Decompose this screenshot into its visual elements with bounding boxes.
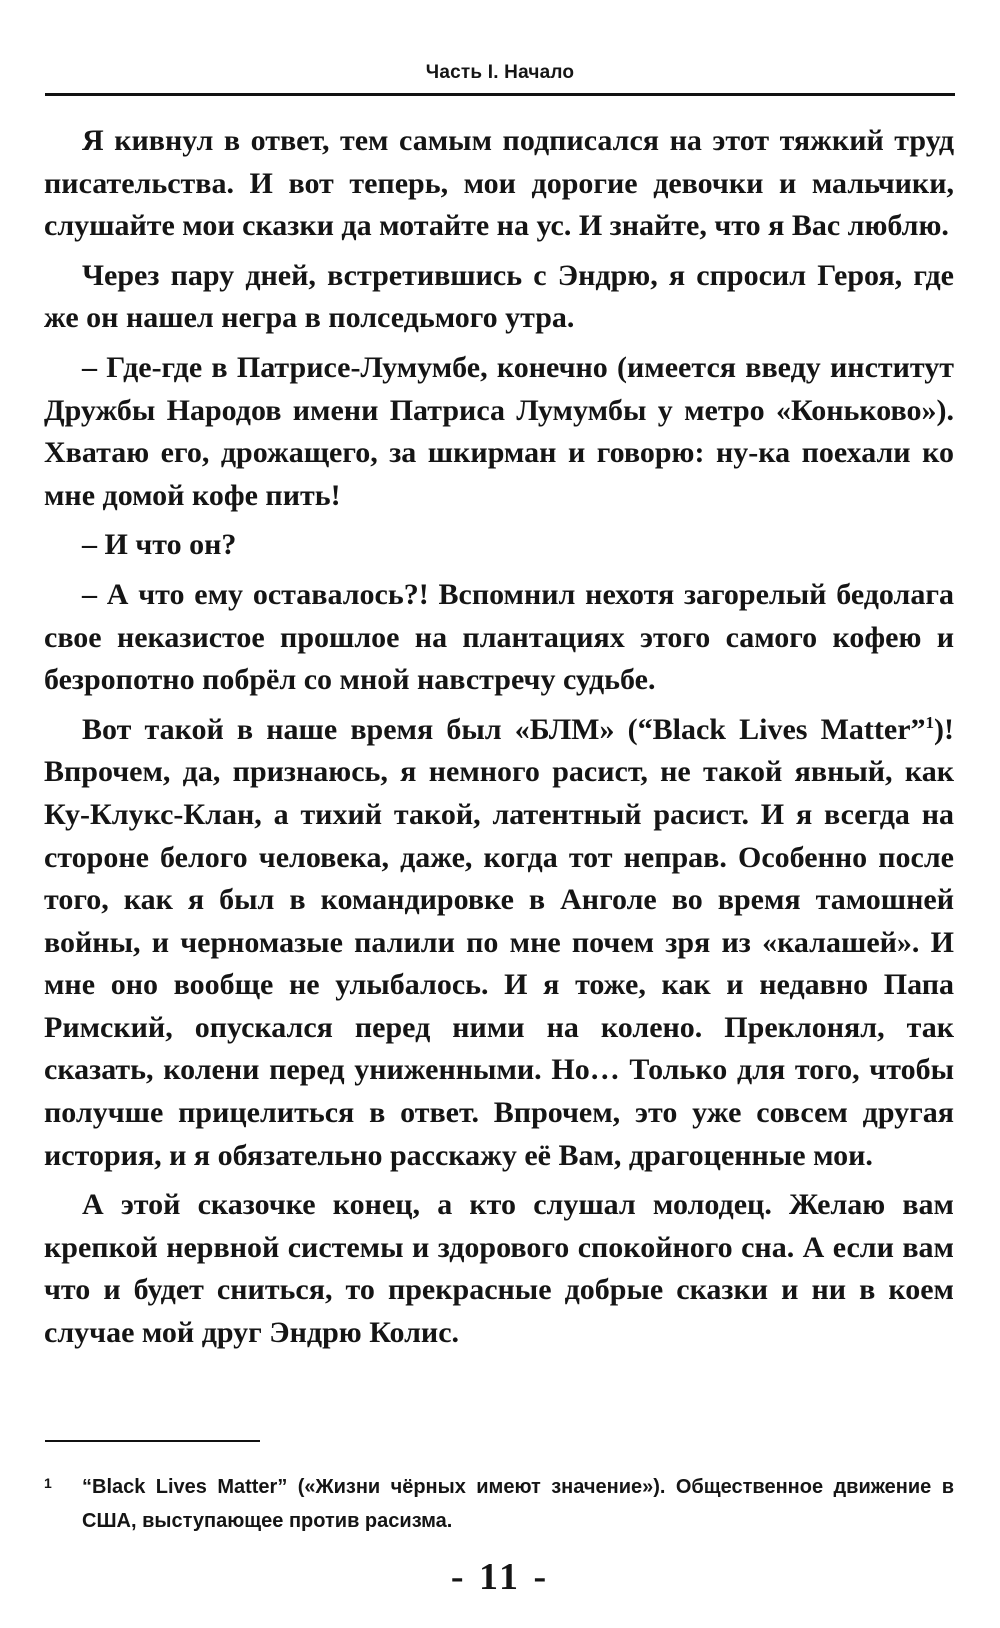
paragraph-3: – Где-где в Патрисе-Лумумбе, конечно (имеется введу институт Дружбы Народов имени Патриса Лумумбы у метро «Коньково»). Хватаю его, дрожащего, за шкирман и говорю: ну-ка поехали ко мне домой кофе пить! (44, 350, 954, 512)
paragraph-6 (44, 709, 954, 1178)
footnote (44, 1470, 954, 1538)
paragraph-2: Через пару дней, встретившись с Эндрю, я спросил Героя, где же он нашел негра в полседьмого утра. (44, 258, 954, 335)
body-text (44, 120, 954, 1355)
paragraph-6-start: Вот такой в наше время был «БЛМ» (“Black Lives Matter” (82, 712, 926, 746)
page-number: - 11 - (450, 1556, 550, 1598)
paragraph-5: – А что ему оставалось?! Вспомнил нехотя загорелый бедолага свое неказистое прошлое на плантациях этого самого кофею и безропотно побрёл со мной навстречу судьбе. (44, 577, 954, 697)
footnote-mark: 1 (44, 1475, 52, 1491)
paragraph-4: – И что он? (82, 528, 237, 562)
running-header: Часть I. Начало (425, 62, 575, 83)
paragraph-1: Я кивнул в ответ, тем самым подписался на этот тяжкий труд писательства. И вот теперь, мои дорогие девочки и мальчики, слушайте мои сказки да мотайте на ус. И знайте, что я Вас люблю. (44, 124, 954, 243)
header-rule (45, 93, 955, 96)
footnote-rule (45, 1440, 260, 1442)
footnote-text: “Black Lives Matter” («Жизни чёрных имеют значение»). Общественное движение в США, выступающее против расизма. (82, 1476, 954, 1532)
footnote-reference: 1 (925, 712, 935, 732)
paragraph-6-rest: )! Впрочем, да, признаюсь, я немного расист, не такой явный, как Ку-Клукс-Клан, а тихий такой, латентный расист. И я всегда на стороне белого человека, даже, когда тот неправ. Особенно после того, как я был в командировке в Анголе во время тамошней войны, и черномазые палили по мне почем зря из «калашей». И мне оно вообще не улыбалось. И я тоже, как и недавно Папа Римский, опускался перед ними на колено. Преклонял, так сказать, колени перед униженными. Но… Только для того, чтобы получше прицелиться в ответ. Впрочем, это уже совсем другая история, и я обязательно расскажу её Вам, драгоценные мои. (44, 712, 954, 1172)
paragraph-7: А этой сказочке конец, а кто слушал молодец. Желаю вам крепкой нервной системы и здорового спокойного сна. А если вам что и будет сниться, то прекрасные добрые сказки и ни в коем случае мой друг Эндрю Колис. (44, 1188, 954, 1350)
